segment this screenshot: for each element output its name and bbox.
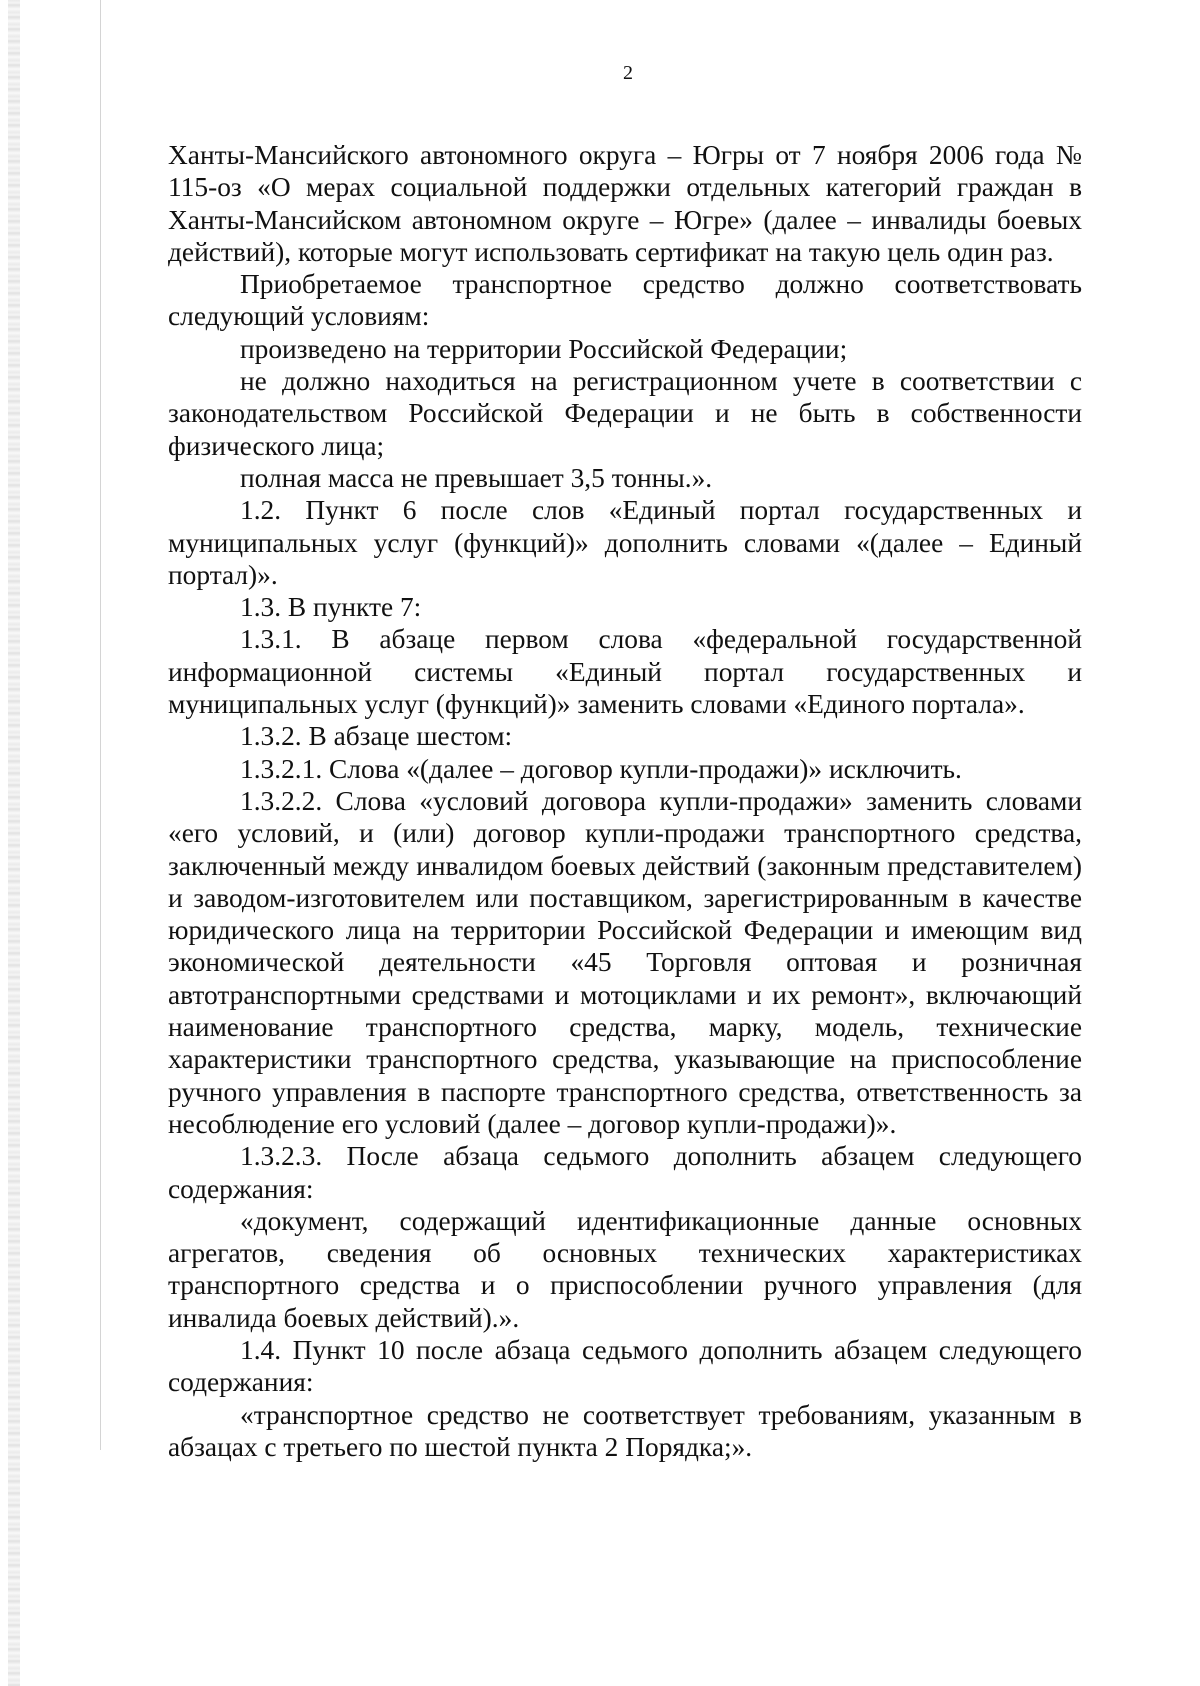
paragraph-continuation: Ханты-Мансийского автономного округа – Югры от 7 ноября 2006 года № 115-оз «О мерах социальной поддержки отдельных категорий граждан в Ханты-Мансийском автономном округе – Югре» (далее – инвалиды боевых действий), которые могут использовать сертификат на такую цель один раз. [168,140,1082,267]
paragraph-quoted-vehicle-noncompliance: «транспортное средство не соответствует требованиям, указанным в абзацах с третьего по шестой пункта 2 Порядка;». [168,1399,1082,1462]
scan-border-line [100,0,101,1450]
scan-edge-artifact [8,0,20,1686]
paragraph-vehicle-requirements: Приобретаемое транспортное средство должно соответствовать следующий условиям: [168,269,1082,332]
page-number: 2 [623,62,633,84]
paragraph-1-3-1: 1.3.1. В абзаце первом слова «федеральной государственной информационной системы «Единый портал государственных и муниципальных услуг (функций)» заменить словами «Единого портала». [168,624,1082,720]
paragraph-condition-mass: полная масса не превышает 3,5 тонны.». [240,462,713,493]
paragraph-1-3-2-3: 1.3.2.3. После абзаца седьмого дополнить абзацем следующего содержания: [168,1141,1082,1204]
paragraph-1-3-2: 1.3.2. В абзаце шестом: [240,721,513,752]
paragraph-1-3-2-2: 1.3.2.2. Слова «условий договора купли-продажи» заменить словами «его условий, и (или) договор купли-продажи транспортного средства, заключенный между инвалидом боевых действий (законным представителем) и заводом-изготовителем или поставщиком, зарегистрированным в качестве юридического лица на территории Российской Федерации и имеющим вид экономической деятельности «45 Торговля оптовая и розничная автотранспортными средствами и мотоциклами и их ремонт», включающий наименование транспортного средства, марку, модель, технические характеристики транспортного средства, указывающие на приспособление ручного управления в паспорте транспортного средства, ответственность за несоблюдение его условий (далее – договор купли-продажи)». [168,785,1082,1139]
paragraph-1-4: 1.4. Пункт 10 после абзаца седьмого дополнить абзацем следующего содержания: [168,1334,1082,1398]
paragraph-1-3-2-1: 1.3.2.1. Слова «(далее – договор купли-продажи)» исключить. [240,753,962,784]
paragraph-1-2: 1.2. Пункт 6 после слов «Единый портал государственных и муниципальных услуг (функций)» дополнить словами «(далее – Единый портал)». [168,495,1082,590]
paragraph-quoted-document: «документ, содержащий идентификационные данные основных агрегатов, сведения об основных технических характеристиках транспортного средства и о приспособлении ручного управления (для инвалида боевых действий).». [168,1205,1082,1333]
paragraph-1-3: 1.3. В пункте 7: [240,592,422,623]
paragraph-condition-produced: произведено на территории Российской Федерации; [240,333,848,364]
paragraph-condition-registration: не должно находиться на регистрационном учете в соответствии с законодательством Российской Федерации и не быть в собственности физического лица; [168,366,1082,461]
document-body [168,139,1082,1463]
